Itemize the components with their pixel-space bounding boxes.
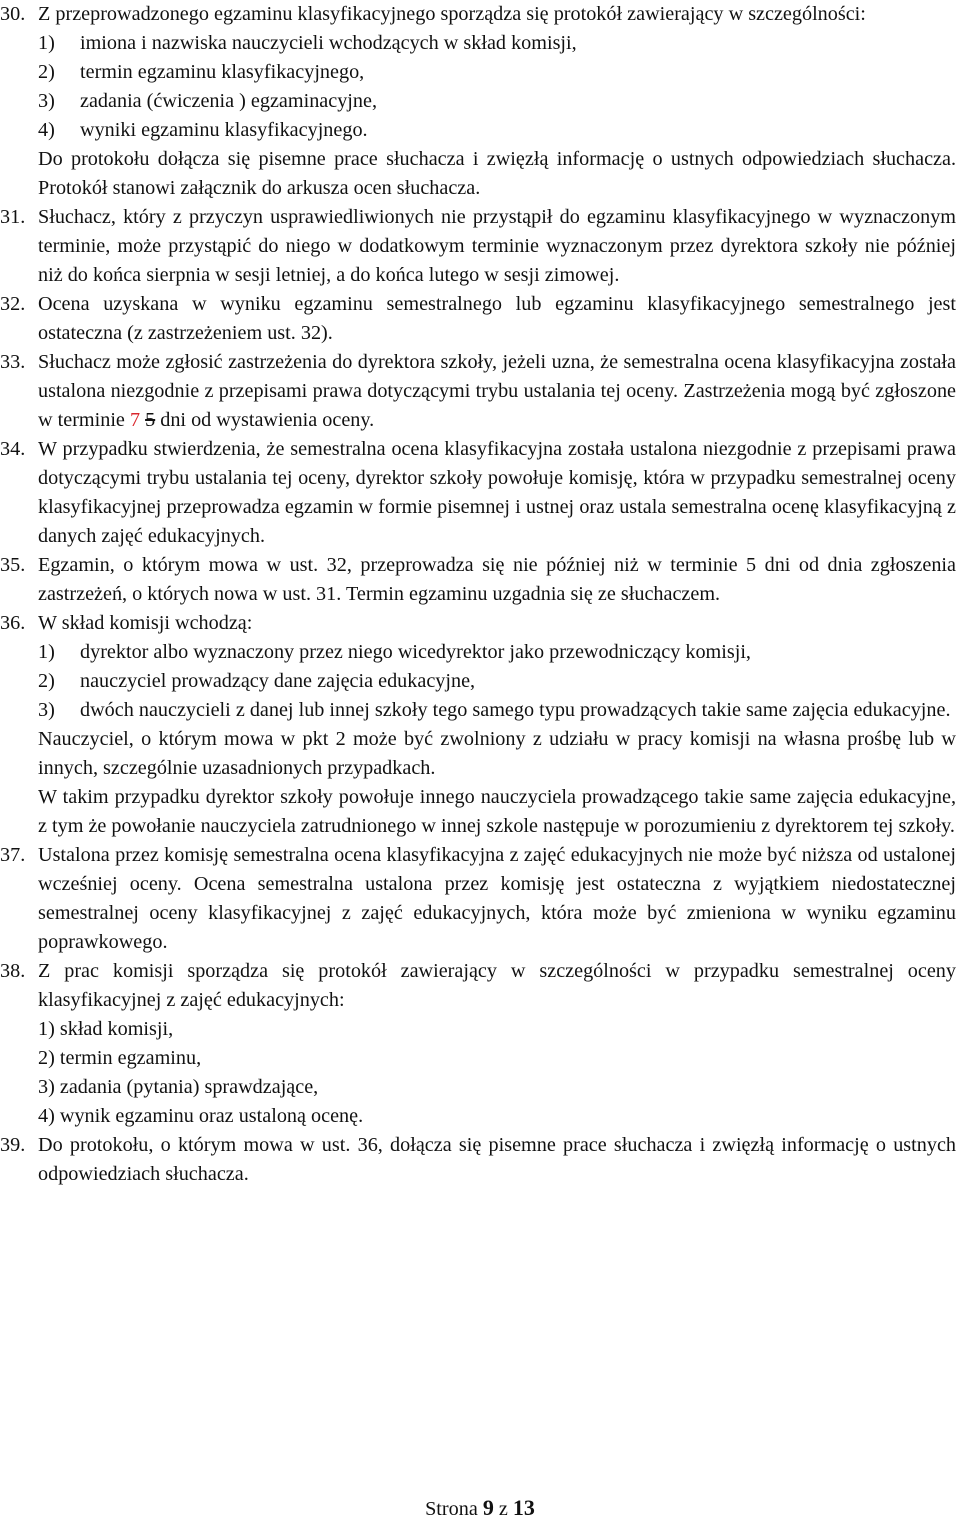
list-item-text: skład komisji, (59, 1018, 174, 1040)
list-item-number: 1) (38, 32, 55, 54)
list-item (0, 87, 956, 116)
paragraph-text: Z przeprowadzonego egzaminu klasyfikacyjnego sporządza się protokół zawierający w szczególności: (38, 3, 866, 25)
list-item-text: zadania (pytania) sprawdzające, (59, 1076, 319, 1098)
paragraph-number: 39. (0, 1134, 26, 1156)
inserted-revision: 7 (129, 409, 141, 431)
paragraph-text-end: dni od wystawienia oceny. (160, 409, 375, 431)
page-footer (0, 1493, 960, 1524)
list-item-number: 1) (38, 1018, 55, 1040)
paragraph-39 (0, 1131, 956, 1189)
paragraph-36 (0, 609, 956, 638)
paragraph-text: W skład komisji wchodzą: (38, 612, 253, 634)
list-item (0, 638, 956, 667)
paragraph-number: 36. (0, 612, 26, 634)
paragraph-38 (0, 957, 956, 1015)
list-item (0, 116, 956, 145)
list-item (0, 1102, 956, 1131)
list-item (0, 29, 956, 58)
paragraph-text: W przypadku stwierdzenia, że semestralna ocena klasyfikacyjna została ustalona niezgodnie z przepisami prawa dotyczącymi trybu ustalania tej oceny, dyrektor szkoły powołuje komisję, która w przypadku semestralnej oceny klasyfikacyjnej przeprowadza egzamin w formie pisemnej i ustnej oraz ustala semestralna ocenę klasyfikacyjną z danych zajęć edukacyjnych. (38, 438, 956, 547)
paragraph-text: Ocena uzyskana w wyniku egzaminu semestralnego lub egzaminu klasyfikacyjnego semestralnego jest ostateczna (z zastrzeżeniem ust. 32). (38, 293, 956, 344)
paragraph-37 (0, 841, 956, 957)
paragraph-33 (0, 348, 956, 435)
list-item-text: imiona i nazwiska nauczycieli wchodzących w skład komisji, (80, 32, 577, 54)
paragraph-number: 38. (0, 960, 26, 982)
list-item-text: termin egzaminu klasyfikacyjnego, (80, 61, 365, 83)
paragraph-text: Słuchacz może zgłosić zastrzeżenia do dyrektora szkoły, jeżeli uzna, że semestralna ocena klasyfikacyjna została ustalona niezgodnie z przepisami prawa dotyczącymi trybu ustalania tej oceny. Zastrzeżenia mogą być zgłoszone w terminie (38, 351, 956, 431)
list-item-text: dyrektor albo wyznaczony przez niego wicedyrektor jako przewodniczący komisji, (80, 641, 751, 663)
list-item-number: 3) (38, 90, 55, 112)
list-item (0, 1015, 956, 1044)
list-item-text: wyniki egzaminu klasyfikacyjnego. (80, 119, 368, 141)
paragraph-continuation: Nauczyciel, o którym mowa w pkt 2 może być zwolniony z udziału w pracy komisji na własna prośbę lub w innych, szczególnie uzasadnionych przypadkach. (38, 728, 956, 779)
list-item (0, 667, 956, 696)
paragraph-text: Ustalona przez komisję semestralna ocena klasyfikacyjna z zajęć edukacyjnych nie może być niższa od ustalonej wcześniej oceny. Ocena semestralna ustalona przez komisję jest ostateczna z wyjątkiem niedostatecznej semestralnej oceny klasyfikacyjnej z zajęć edukacyjnych, która może być zmieniona w wyniku egzaminu poprawkowego. (38, 844, 956, 953)
page-label: Strona (425, 1498, 478, 1520)
list-item-number: 2) (38, 61, 55, 83)
paragraph-text: Egzamin, o którym mowa w ust. 32, przeprowadza się nie później niż w terminie 5 dni od dnia zgłoszenia zastrzeżeń, o których nowa w ust. 31. Termin egzaminu uzgadnia się ze słuchaczem. (38, 554, 956, 605)
list-item-text: dwóch nauczycieli z danej lub innej szkoły tego samego typu prowadzących takie same zajęcia edukacyjne. (80, 699, 951, 721)
list-item-number: 4) (38, 1105, 55, 1127)
paragraph-35 (0, 551, 956, 609)
total-pages-number: 13 (512, 1495, 535, 1520)
list-item (0, 58, 956, 87)
paragraph-30 (0, 0, 956, 29)
list-item-number: 1) (38, 641, 55, 663)
paragraph-text: Słuchacz, który z przyczyn usprawiedliwionych nie przystąpił do egzaminu klasyfikacyjnego w wyznaczonym terminie, może przystąpić do niego w dodatkowym terminie wyznaczonym przez dyrektora szkoły nie później niż do końca sierpnia w sesji letniej, a do końca lutego w sesji zimowej. (38, 206, 956, 286)
paragraph-32 (0, 290, 956, 348)
paragraph-number: 31. (0, 206, 26, 228)
list-item (0, 1073, 956, 1102)
page-separator: z (498, 1498, 508, 1520)
list-item-number: 4) (38, 119, 55, 141)
paragraph-number: 34. (0, 438, 26, 460)
paragraph-number: 33. (0, 351, 26, 373)
paragraph-number: 37. (0, 844, 26, 866)
list-item-text: wynik egzaminu oraz ustaloną ocenę. (59, 1105, 364, 1127)
paragraph-number: 32. (0, 293, 26, 315)
paragraph-number: 30. (0, 3, 26, 25)
list-item-text: nauczyciel prowadzący dane zajęcia edukacyjne, (80, 670, 476, 692)
paragraph-31 (0, 203, 956, 290)
paragraph-text: Z prac komisji sporządza się protokół zawierający w szczególności w przypadku semestralnej oceny klasyfikacyjnej z zajęć edukacyjnych: (38, 960, 956, 1011)
list-item-number: 3) (38, 1076, 55, 1098)
list-item-number: 2) (38, 670, 55, 692)
list-item-text: termin egzaminu, (59, 1047, 202, 1069)
paragraph-number: 35. (0, 554, 26, 576)
paragraph-text: Do protokołu, o którym mowa w ust. 36, dołącza się pisemne prace słuchacza i zwięzłą informację o ustnych odpowiedziach słuchacza. (38, 1134, 956, 1185)
list-item-number: 2) (38, 1047, 55, 1069)
deleted-revision: 5 (145, 409, 156, 431)
current-page-number: 9 (482, 1495, 494, 1520)
list-item-number: 3) (38, 699, 55, 721)
paragraph-continuation: Do protokołu dołącza się pisemne prace słuchacza i zwięzłą informację o ustnych odpowiedziach słuchacza. Protokół stanowi załącznik do arkusza ocen słuchacza. (38, 148, 956, 199)
paragraph-34 (0, 435, 956, 551)
paragraph-continuation: W takim przypadku dyrektor szkoły powołuje innego nauczyciela prowadzącego takie same zajęcia edukacyjne, z tym że powołanie nauczyciela zatrudnionego w innej szkole następuje w porozumieniu z dyrektorem tej szkoły. (38, 786, 956, 837)
list-item-text: zadania (ćwiczenia ) egzaminacyjne, (80, 90, 378, 112)
list-item (0, 1044, 956, 1073)
list-item (0, 696, 956, 725)
